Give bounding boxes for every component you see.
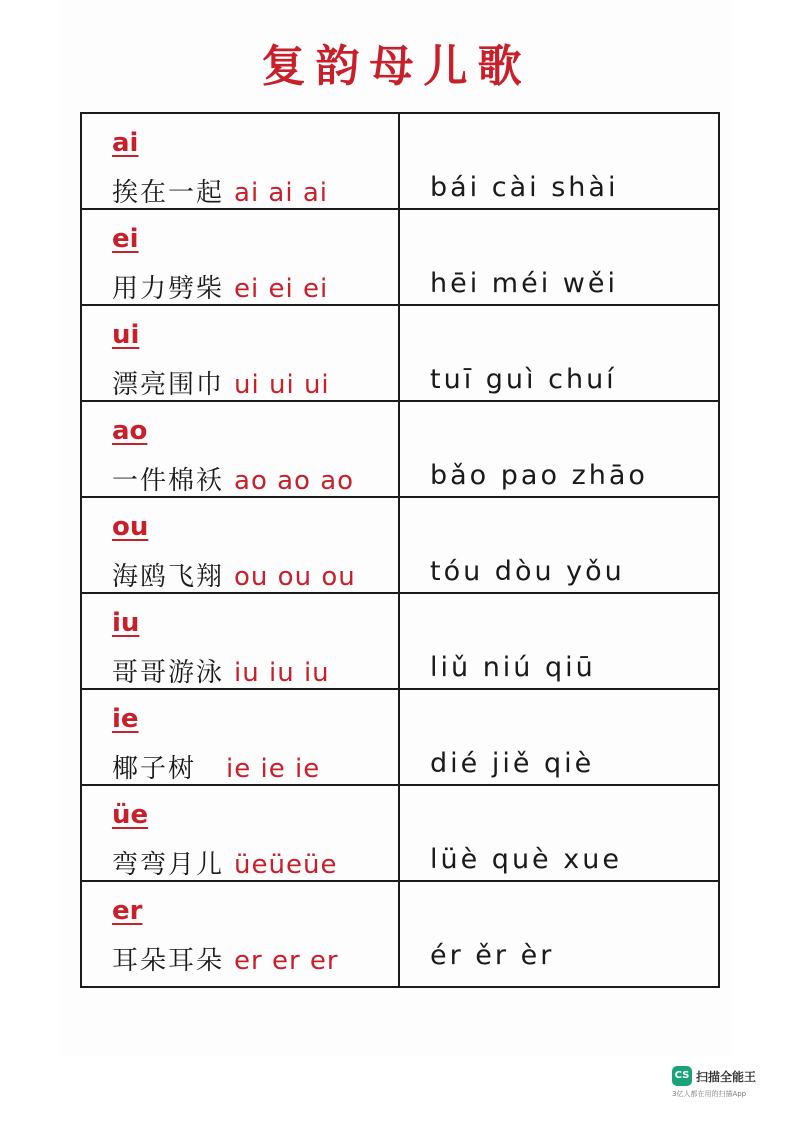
chant-text: iu iu iu xyxy=(234,658,330,688)
watermark-tagline: 3亿人都在用的扫描App xyxy=(672,1090,747,1098)
examples-cell xyxy=(400,594,718,688)
vowel-label: ai xyxy=(112,128,139,158)
chant-text: ao ao ao xyxy=(234,466,355,496)
rhyme-line xyxy=(112,172,328,209)
hanzi-text: 挨在一起 xyxy=(112,178,225,208)
rhyme-line xyxy=(112,652,330,689)
vowel-label: ui xyxy=(112,320,140,350)
pinyin-examples: dié jiě qiè xyxy=(430,748,595,779)
hanzi-text: 弯弯月儿 xyxy=(112,850,225,880)
camscanner-logo-icon: CS xyxy=(672,1066,692,1086)
rhyme-cell xyxy=(82,210,400,304)
table-row xyxy=(82,114,718,210)
rhyme-line xyxy=(112,748,320,785)
hanzi-text: 海鸥飞翔 xyxy=(112,562,225,592)
pinyin-examples: bái cài shài xyxy=(430,172,619,203)
vowel-label: ei xyxy=(112,224,139,254)
rhyme-line xyxy=(112,364,330,401)
rhyme-cell xyxy=(82,690,400,784)
chant-text: üeüeüe xyxy=(234,850,338,880)
rhyme-cell xyxy=(82,114,400,208)
rhyme-table xyxy=(80,112,720,988)
table-row xyxy=(82,594,718,690)
chant-text: ou ou ou xyxy=(234,562,356,592)
vowel-label: ou xyxy=(112,512,149,542)
vowel-label: üe xyxy=(112,800,149,830)
pinyin-examples: ér ěr èr xyxy=(430,940,555,971)
rhyme-line xyxy=(112,460,354,497)
rhyme-cell xyxy=(82,786,400,880)
examples-cell xyxy=(400,882,718,986)
chant-text: ei ei ei xyxy=(234,274,329,304)
vowel-label: er xyxy=(112,896,143,926)
table-row xyxy=(82,882,718,986)
table-row xyxy=(82,786,718,882)
rhyme-cell xyxy=(82,498,400,592)
table-row xyxy=(82,402,718,498)
chant-text: ui ui ui xyxy=(234,370,330,400)
table-row xyxy=(82,306,718,402)
hanzi-text: 椰子树 xyxy=(112,754,197,784)
hanzi-text: 一件棉袄 xyxy=(112,466,225,496)
vowel-label: ao xyxy=(112,416,148,446)
vowel-label: ie xyxy=(112,704,139,734)
rhyme-line xyxy=(112,940,339,977)
rhyme-cell xyxy=(82,882,400,986)
hanzi-text: 漂亮围巾 xyxy=(112,370,225,400)
table-row xyxy=(82,690,718,786)
pinyin-examples: tóu dòu yǒu xyxy=(430,556,625,587)
examples-cell xyxy=(400,306,718,400)
pinyin-examples: hēi méi wěi xyxy=(430,268,618,299)
chant-text: er er er xyxy=(234,946,339,976)
table-row xyxy=(82,210,718,306)
examples-cell xyxy=(400,786,718,880)
pinyin-examples: tuī guì chuí xyxy=(430,364,617,395)
examples-cell xyxy=(400,690,718,784)
pinyin-examples: lüè què xue xyxy=(430,844,622,875)
watermark-name: 扫描全能王 xyxy=(696,1069,757,1084)
rhyme-line xyxy=(112,268,328,305)
pinyin-examples: bǎo pao zhāo xyxy=(430,460,648,491)
rhyme-line xyxy=(112,844,337,881)
table-row xyxy=(82,498,718,594)
vowel-label: iu xyxy=(112,608,140,638)
chant-text: ie ie ie xyxy=(226,754,321,784)
examples-cell xyxy=(400,498,718,592)
hanzi-text: 耳朵耳朵 xyxy=(112,946,225,976)
hanzi-text: 用力劈柴 xyxy=(112,274,225,304)
examples-cell xyxy=(400,210,718,304)
rhyme-cell xyxy=(82,306,400,400)
rhyme-line xyxy=(112,556,356,593)
rhyme-cell xyxy=(82,402,400,496)
rhyme-cell xyxy=(82,594,400,688)
pinyin-examples: liǔ niú qiū xyxy=(430,652,596,683)
chant-text: ai ai ai xyxy=(234,178,329,208)
examples-cell xyxy=(400,402,718,496)
page-title: 复韵母儿歌 xyxy=(261,41,532,92)
scanner-watermark xyxy=(672,1066,756,1086)
hanzi-text: 哥哥游泳 xyxy=(112,658,225,688)
examples-cell xyxy=(400,114,718,208)
